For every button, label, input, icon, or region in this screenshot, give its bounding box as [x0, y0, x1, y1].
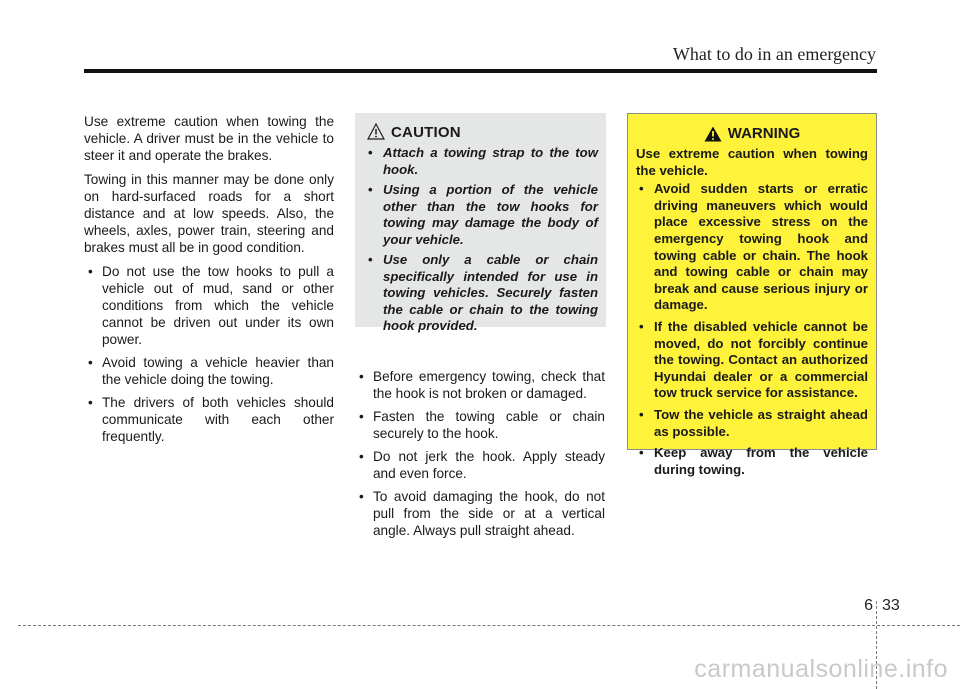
bullet-list [355, 368, 605, 539]
header-rule [84, 69, 877, 73]
left-column [84, 113, 334, 451]
caution-list [365, 145, 598, 335]
list-item: • Keep away from the vehicle during towing. [636, 445, 868, 478]
list-item: • The drivers of both vehicles should communicate with each other frequently. [84, 394, 334, 445]
list-item: • Using a portion of the vehicle other than the tow hooks for towing may damage the body of your vehicle. [365, 182, 598, 248]
chapter-number: 6 [864, 597, 873, 614]
list-item: • If the disabled vehicle cannot be moved, do not forcibly continue the towing. Contact an authorized Hyundai dealer or a commercial tow truck service for assistance. [636, 319, 868, 402]
list-item: • Use only a cable or chain specifically intended for use in towing vehicles. Securely fasten the cable or chain to the towing hook provided. [365, 252, 598, 335]
list-item: • Fasten the towing cable or chain securely to the hook. [355, 408, 605, 442]
page-number: 33 [882, 597, 900, 614]
warning-triangle-icon [704, 126, 722, 142]
list-item: • To avoid damaging the hook, do not pull from the side or at a vertical angle. Always pull straight ahead. [355, 488, 605, 539]
caution-box [355, 113, 606, 333]
list-item: • Attach a towing strap to the tow hook. [365, 145, 598, 178]
caution-triangle-icon [367, 123, 385, 141]
warning-intro: Use extreme caution when towing the vehicle. [636, 146, 868, 178]
warning-heading [636, 125, 868, 142]
list-item: • Before emergency towing, check that the hook is not broken or damaged. [355, 368, 605, 402]
caution-title: CAUTION [391, 123, 461, 141]
list-item: • Avoid towing a vehicle heavier than the vehicle doing the towing. [84, 354, 334, 388]
list-item: • Avoid sudden starts or erratic driving maneuvers which would place excessive stress on the emergency towing hook and towing cable or chain. The hook and towing cable or chain may break and cause serious injury or damage. [636, 181, 868, 314]
paragraph: Towing in this manner may be done only on hard-surfaced roads for a short distance and at low speeds. Also, the wheels, axles, power train, steering and brakes must all be in good condition. [84, 172, 334, 255]
list-item: • Tow the vehicle as straight ahead as possible. [636, 407, 868, 440]
warning-title: WARNING [727, 125, 801, 142]
watermark-text: carmanualsonline.info [694, 655, 948, 683]
caution-heading [367, 123, 598, 141]
page-header-title: What to do in an emergency [672, 44, 876, 64]
middle-column [355, 368, 605, 545]
warning-list [636, 181, 868, 478]
warning-box [627, 113, 877, 477]
footer-rule [18, 625, 960, 626]
paragraph: Use extreme caution when towing the vehicle. A driver must be in the vehicle to steer it and operate the brakes. [84, 114, 334, 163]
bullet-list [84, 263, 334, 445]
list-item: • Do not use the tow hooks to pull a vehicle out of mud, sand or other conditions from which the vehicle cannot be driven out under its own power. [84, 263, 334, 348]
list-item: • Do not jerk the hook. Apply steady and even force. [355, 448, 605, 482]
